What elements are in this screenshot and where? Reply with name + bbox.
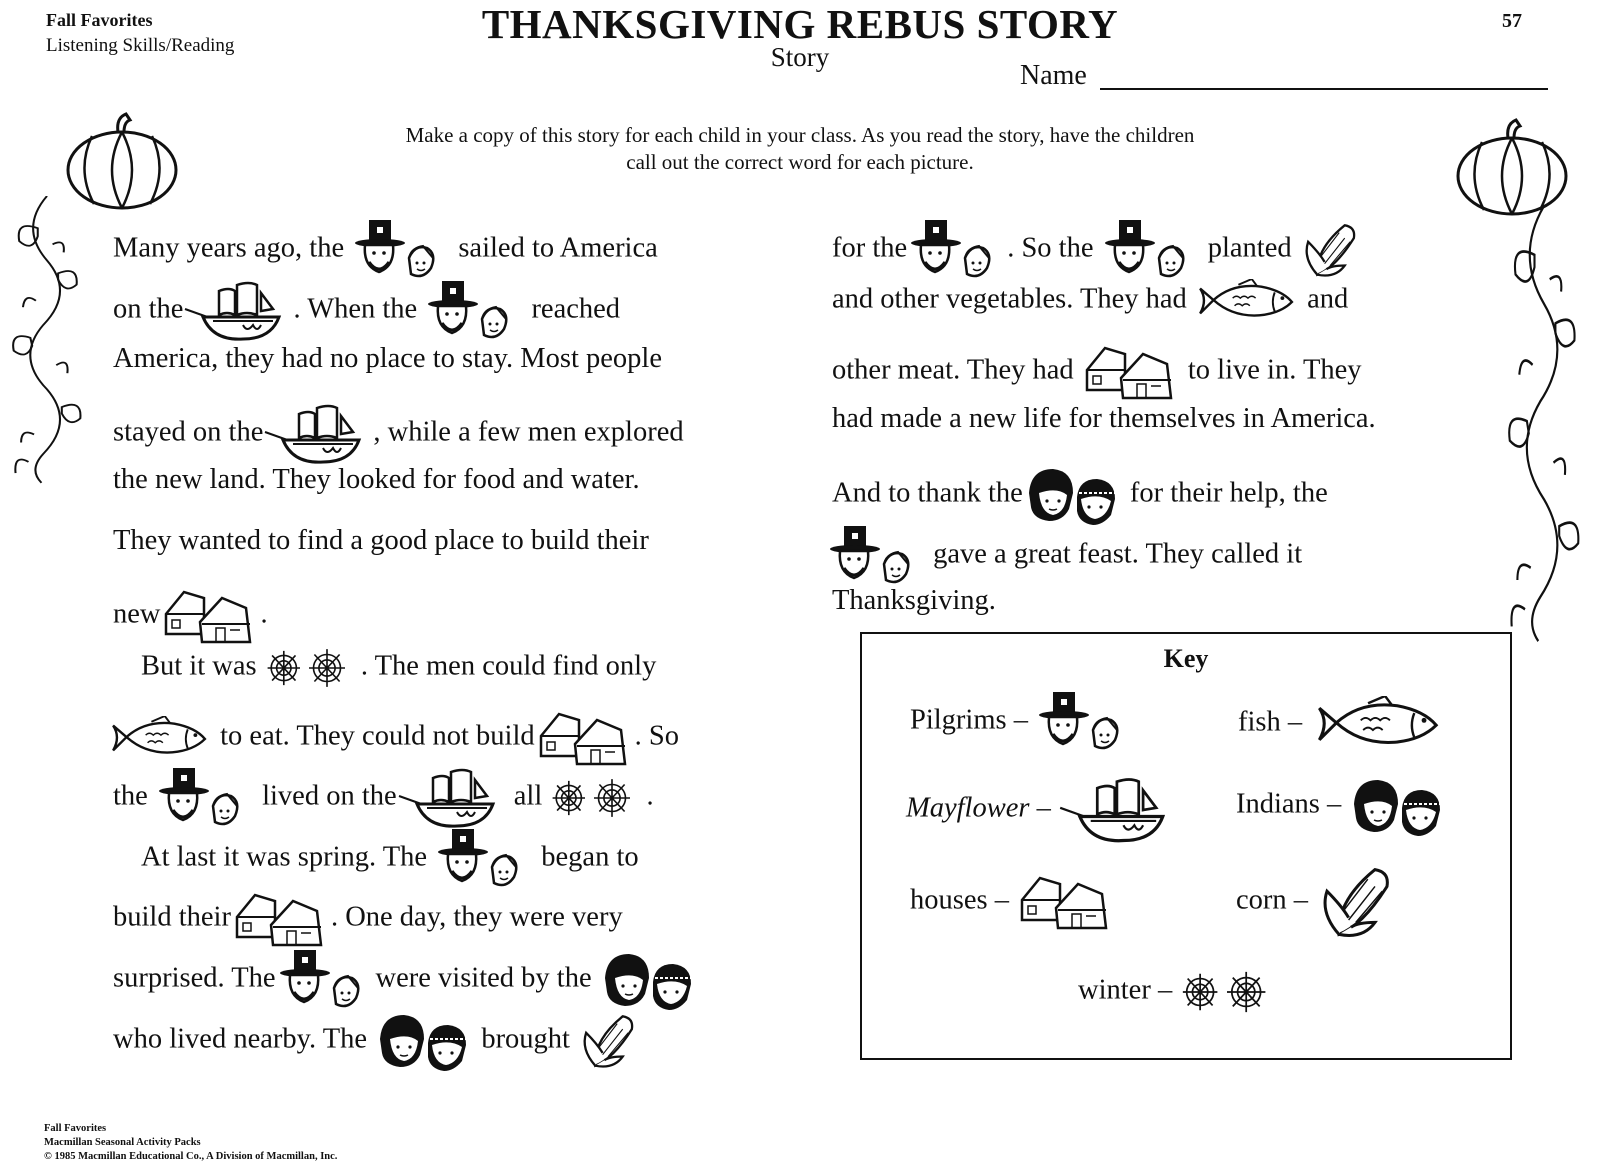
story-line: new . [113,584,268,648]
pilgrims-icon [155,766,255,830]
story-line: had made a new life for themselves in America. [832,403,1376,434]
skills-label: Listening Skills/Reading [46,35,235,56]
story-line: gave a great feast. They called it [826,524,1302,588]
pumpkin-right-icon [1452,118,1572,218]
key-item-mayflower: Mayflower – [906,774,1178,846]
pilgrims-icon [1035,690,1135,754]
key-box [860,632,1512,1060]
corn-icon [1315,860,1399,944]
vine-right-icon [1506,206,1582,646]
name-field[interactable] [1100,88,1548,90]
pilgrims-icon [907,218,1007,282]
houses-icon [535,706,635,770]
pilgrims-icon [276,948,376,1012]
fish-icon [1309,696,1449,752]
houses-icon [1081,340,1181,404]
pilgrims-icon [826,524,926,588]
indians-icon [1348,774,1448,838]
pilgrims-icon [1101,218,1201,282]
story-line: And to thank the for their help, the [832,463,1328,527]
story-line: the lived on the all . [113,766,654,830]
winter-icon [549,775,639,821]
houses-icon [1016,870,1116,934]
story-line: surprised. The were visited by the [113,948,699,1012]
houses-icon [231,887,331,951]
instructions-line-1: Make a copy of this story for each child in your class. As you read the story, have the children [405,123,1195,147]
page-title: THANKSGIVING REBUS STORY [481,1,1119,47]
footer-line-1: Fall Favorites [44,1123,107,1134]
key-item-winter: winter – [1078,968,1275,1016]
story-line: for the . So the planted [832,218,1363,282]
pilgrims-icon [424,279,524,343]
key-item-pilgrims: Pilgrims – [910,690,1135,754]
story-line: to eat. They could not build . So [107,706,679,770]
winter-icon [264,645,354,691]
mayflower-icon [263,402,373,466]
pilgrims-icon [351,218,451,282]
story-line: the new land. They looked for food and water. [113,464,640,495]
key-item-corn: corn – [1236,860,1399,944]
indians-icon [1023,463,1123,527]
mayflower-icon [183,279,293,343]
fish-icon [107,716,213,760]
story-line: and other vegetables. They had and [832,279,1348,323]
corn-icon [577,1009,641,1073]
key-item-fish: fish – [1238,696,1449,752]
story-line: America, they had no place to stay. Most people [113,343,662,374]
fish-icon [1194,279,1300,323]
houses-icon [160,584,260,648]
name-label: Name [1020,60,1087,91]
page-subtitle: Story [770,42,830,72]
instructions-line-2: call out the correct word for each picture. [626,150,974,174]
story-line: stayed on the , while a few men explored [113,402,684,466]
story-line: build their . One day, they were very [113,887,623,951]
story-line: Thanksgiving. [832,585,996,616]
mayflower-icon [1058,774,1178,846]
story-line: But it was . The men could find only [141,645,656,691]
footer-line-2: Macmillan Seasonal Activity Packs [44,1137,201,1148]
footer [44,1122,337,1164]
page-number: 57 [1502,10,1522,32]
footer-line-3: © 1985 Macmillan Educational Co., A Division of Macmillan, Inc. [44,1151,338,1162]
corn-icon [1299,218,1363,282]
story-line: Many years ago, the sailed to America [113,218,658,282]
indians-icon [374,1009,474,1073]
pilgrims-icon [434,827,534,891]
vine-left-icon [10,196,84,486]
story-line: who lived nearby. The brought [113,1009,641,1073]
instructions [0,122,1600,176]
collection-label: Fall Favorites [46,10,153,30]
story-line: other meat. They had to live in. They [832,340,1362,404]
story-line: They wanted to find a good place to build their [113,525,649,556]
key-item-indians: Indians – [1236,774,1448,838]
indians-icon [599,948,699,1012]
story-line: on the . When the reached [113,279,620,343]
key-item-houses: houses – [910,870,1116,934]
story-line: At last it was spring. The began to [141,827,639,891]
winter-icon [1179,968,1275,1016]
mayflower-icon [397,766,507,830]
key-title: Key [1163,644,1209,673]
